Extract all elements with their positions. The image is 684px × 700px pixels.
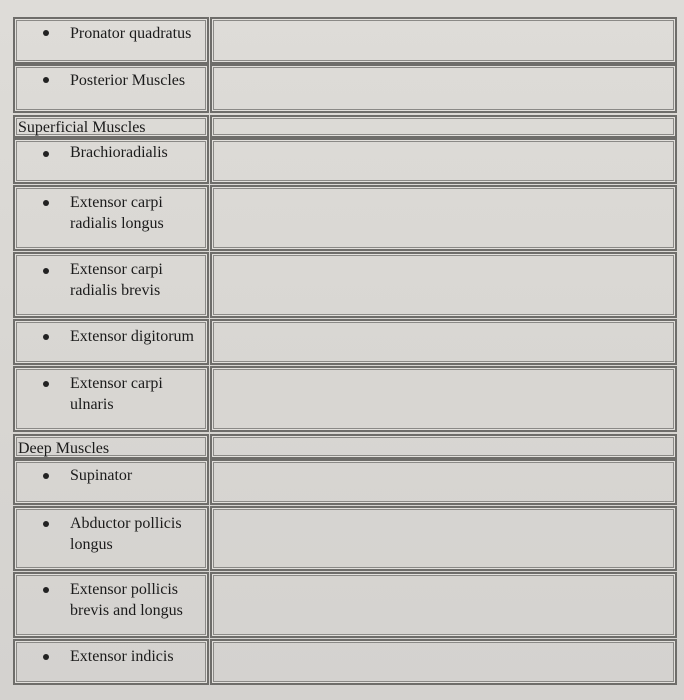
bullet-icon [43,521,49,527]
muscle-cell [13,572,209,638]
answer-cell[interactable] [210,459,677,505]
table-row [13,185,677,251]
muscle-label: Extensor indicis [70,648,174,665]
muscle-label: Extensor carpi ulnaris [70,375,163,413]
bullet-icon [43,587,49,593]
muscle-cell [13,459,209,505]
bullet-icon [43,381,49,387]
table-row [13,366,677,432]
bullet-icon [43,268,49,274]
table-row [13,138,677,184]
bullet-icon [43,200,49,206]
answer-cell[interactable] [210,185,677,251]
section-heading-row [13,434,677,459]
muscle-label: Extensor digitorum [70,328,194,345]
muscle-label: Supinator [70,467,133,484]
answer-cell[interactable] [210,319,677,365]
muscle-label: Extensor carpi radialis longus [70,194,164,232]
table-row [13,17,677,64]
answer-cell[interactable] [210,572,677,638]
answer-cell[interactable] [210,639,677,685]
muscle-cell [13,319,209,365]
table-row [13,572,677,638]
table-row [13,639,677,685]
muscle-cell [13,64,209,113]
heading-cell [13,434,209,459]
muscle-cell [13,639,209,685]
section-heading-row [13,115,677,138]
muscle-label: Abductor pollicis longus [70,515,182,553]
answer-cell[interactable] [210,17,677,64]
muscle-cell [13,17,209,64]
muscle-label: Brachioradialis [70,144,168,161]
answer-cell[interactable] [210,366,677,432]
table-row [13,64,677,113]
muscle-cell [13,252,209,318]
muscle-label: Posterior Muscles [70,72,186,89]
muscle-label: Extensor pollicis brevis and longus [70,581,183,619]
bullet-icon [43,30,49,36]
muscle-cell [13,185,209,251]
table-row [13,459,677,505]
table-row [13,319,677,365]
answer-cell[interactable] [210,138,677,184]
muscle-cell [13,366,209,432]
bullet-icon [43,334,49,340]
table-row [13,506,677,571]
muscle-cell [13,506,209,571]
heading-cell [13,115,209,138]
bullet-icon [43,151,49,157]
muscle-cell [13,138,209,184]
muscle-label: Extensor carpi radialis brevis [70,261,163,299]
table-row [13,252,677,318]
answer-cell[interactable] [210,506,677,571]
bullet-icon [43,654,49,660]
section-heading: Deep Muscles [18,440,110,457]
heading-blank-cell [210,115,677,138]
section-heading: Superficial Muscles [18,119,146,136]
answer-cell[interactable] [210,252,677,318]
answer-cell[interactable] [210,64,677,113]
heading-blank-cell [210,434,677,459]
muscle-label: Pronator quadratus [70,25,192,42]
bullet-icon [43,473,49,479]
bullet-icon [43,77,49,83]
